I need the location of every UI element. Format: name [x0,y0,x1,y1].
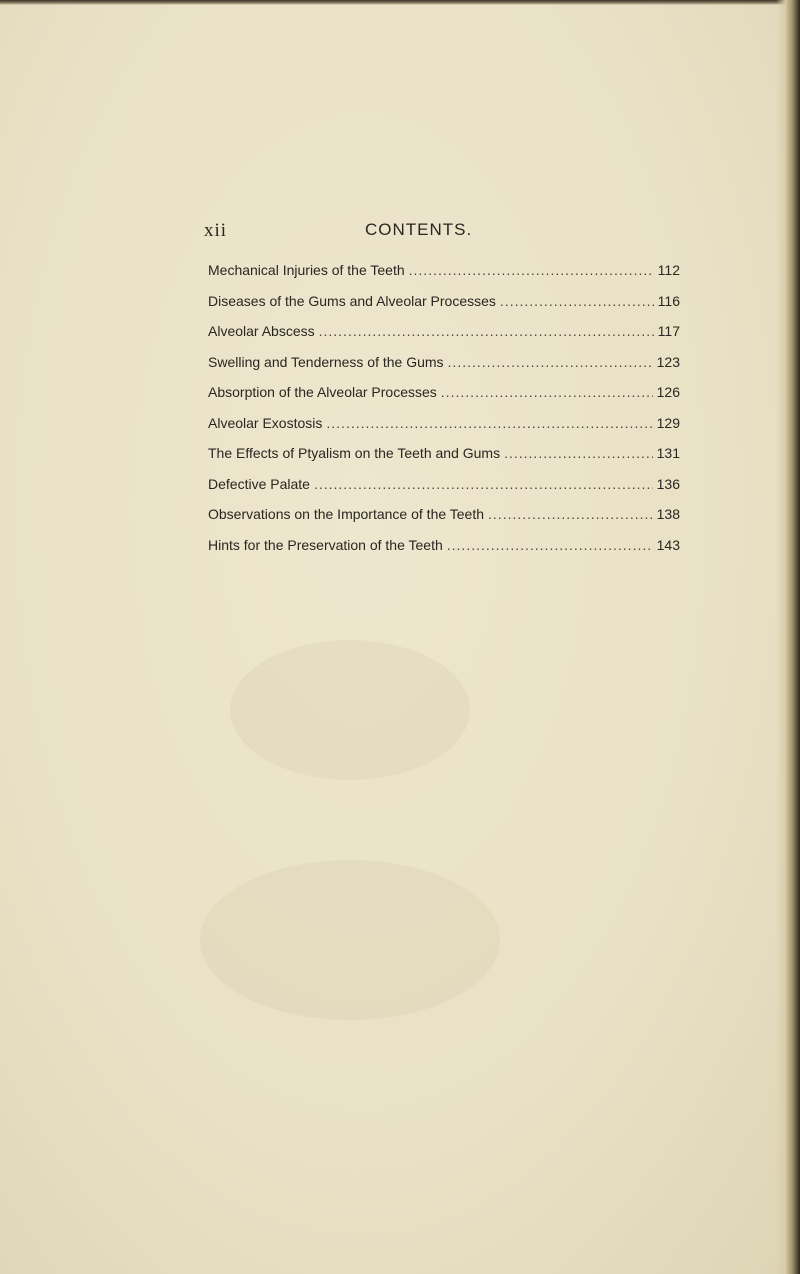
page-header [200,214,700,244]
toc-entry-title: Absorption of the Alveolar Processes [208,384,437,400]
toc-entry [208,352,680,383]
paper-stain [230,640,470,780]
toc-entry-page: 126 [656,384,680,400]
dot-leader [500,291,654,311]
toc-entry-title: Alveolar Abscess [208,323,315,339]
toc-entry-page: 138 [656,506,680,522]
book-edge [786,0,800,1274]
toc-entry-title: Mechanical Injuries of the Teeth [208,262,405,278]
toc-entry-title: Defective Palate [208,475,310,492]
toc-entry-title: Hints for the Preservation of the Teeth [208,536,443,553]
dot-leader [447,535,653,555]
toc-entry-page: 116 [657,292,680,309]
toc-entry-title: Alveolar Exostosis [208,414,323,431]
toc-entry [208,291,680,322]
dot-leader [448,352,653,372]
toc-entry-page: 112 [657,262,680,278]
toc-entry-title: Swelling and Tenderness of the Gums [208,353,444,370]
toc-entry [208,260,680,291]
dot-leader [314,474,653,494]
toc-entry-page: 117 [657,323,680,339]
page-top-edge [0,0,800,5]
toc-entry [208,413,680,444]
dot-leader [441,382,653,402]
dot-leader [488,504,653,524]
toc-entry [208,443,680,474]
toc-entry-page: 136 [656,475,680,492]
toc-entry-title: The Effects of Ptyalism on the Teeth and Gums [208,445,501,461]
paper-stain [200,860,500,1020]
toc-entry [208,321,680,352]
table-of-contents [208,260,680,565]
toc-entry [208,382,680,413]
toc-entry [208,504,680,535]
page-gutter-shadow [776,0,786,1274]
toc-entry [208,474,680,505]
dot-leader [319,321,654,341]
section-title: CONTENTS. [365,220,473,239]
toc-entry-page: 129 [656,414,680,431]
toc-entry-page: 123 [656,353,680,370]
toc-entry-page: 143 [656,536,680,553]
dot-leader [326,413,652,433]
dot-leader [504,443,653,463]
toc-entry [208,535,680,566]
dot-leader [409,260,654,280]
toc-entry-title: Observations on the Importance of the Teeth [208,506,485,522]
page-number: xii [204,220,228,241]
toc-entry-page: 131 [656,445,680,461]
toc-entry-title: Diseases of the Gums and Alveolar Processes [208,292,496,309]
